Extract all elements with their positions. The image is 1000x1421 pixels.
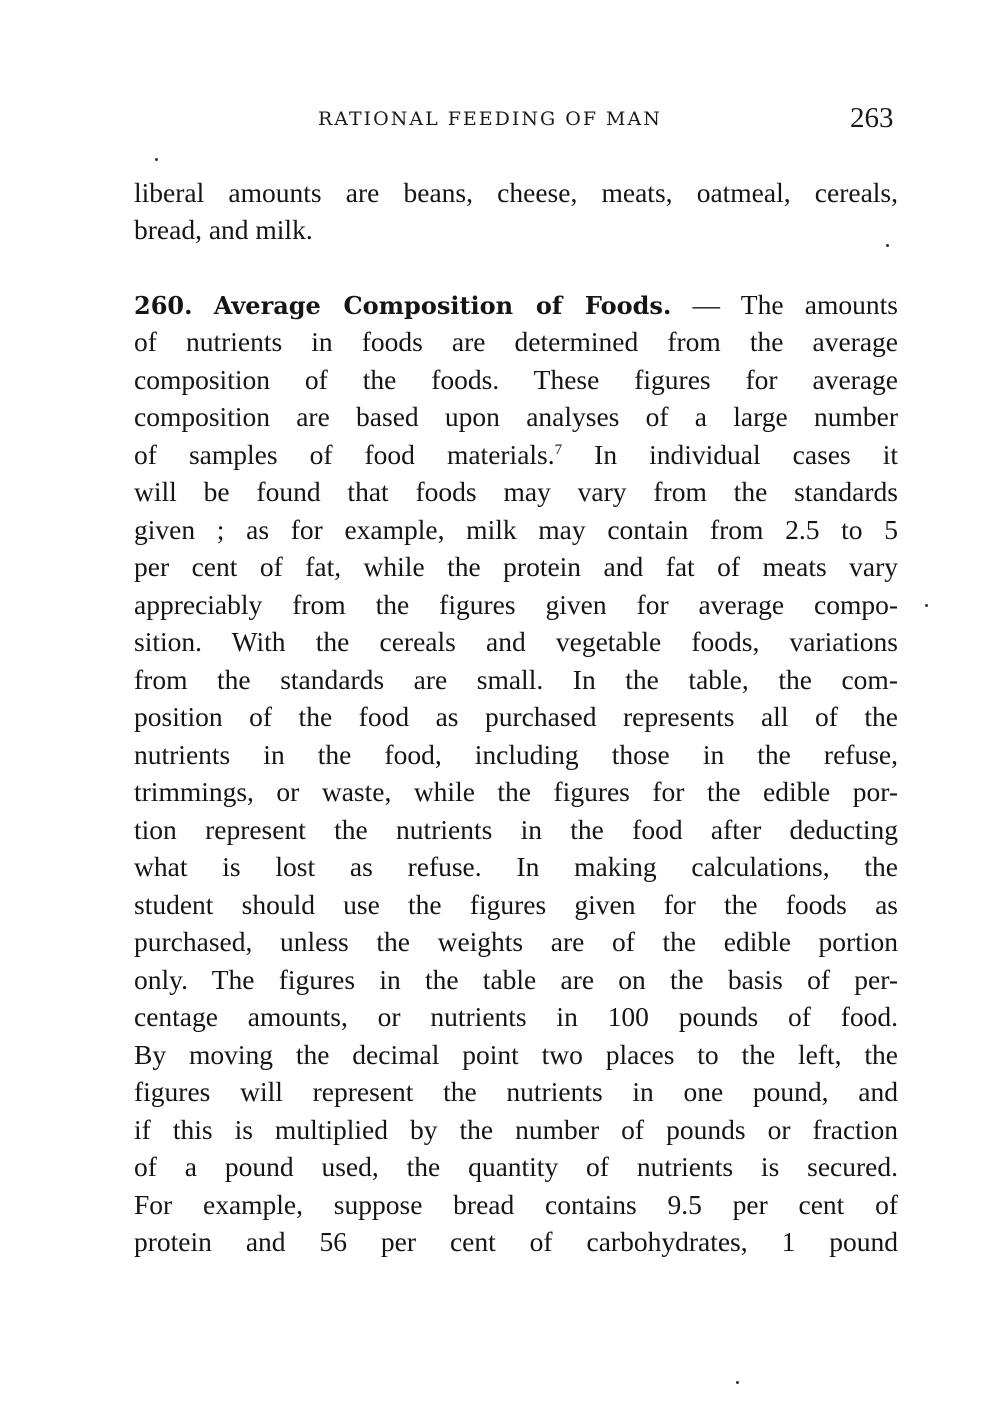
page-number: 263 (850, 102, 894, 134)
body-text: of samples of food materials. (134, 438, 555, 470)
body-line: student should use the figures given for the foods as (134, 888, 898, 920)
body-line: tion represent the nutrients in the food after deducting (134, 813, 898, 845)
section-title: Average Composition of Foods. (213, 291, 672, 320)
body-line: what is lost as refuse. In making calculations, the (134, 851, 898, 882)
scan-speck (925, 604, 928, 607)
body-line: sition. With the cereals and vegetable foods, variations (134, 626, 898, 657)
body-line: will be found that foods may vary from the standards (134, 476, 898, 507)
body-line: position of the food as purchased represents all of the (134, 701, 898, 732)
body-line: trimmings, or waste, while the figures for the edible por- (134, 776, 898, 807)
em-dash: — (671, 289, 741, 320)
scan-speck (886, 244, 889, 247)
body-line: given ; as for example, milk may contain from 2.5 to 5 (134, 513, 898, 545)
section-number: 260. (134, 291, 193, 320)
body-line: bread, and milk. (134, 214, 313, 245)
running-head: RATIONAL FEEDING OF MAN (318, 108, 662, 130)
scan-speck (155, 158, 158, 161)
body-text: In individual cases it (562, 438, 898, 470)
scan-speck (736, 1381, 739, 1384)
body-line (134, 436, 898, 473)
body-line: only. The figures in the table are on the basis of per- (134, 963, 898, 995)
body-line: appreciably from the figures given for average compo- (134, 588, 898, 620)
body-line: purchased, unless the weights are of the edible portion (134, 926, 898, 957)
body-line: if this is multiplied by the number of pounds or fraction (134, 1113, 898, 1145)
body-line: nutrients in the food, including those in the refuse, (134, 738, 898, 770)
body-line: liberal amounts are beans, cheese, meats, oatmeal, cereals, (134, 177, 898, 208)
body-line: centage amounts, or nutrients in 100 pounds of food. (134, 1001, 898, 1032)
footnote-marker[interactable]: 7 (554, 441, 563, 458)
body-line: By moving the decimal point two places to the left, the (134, 1038, 898, 1070)
body-line: per cent of fat, while the protein and fat of meats vary (134, 551, 898, 582)
body-line: from the standards are small. In the table, the com- (134, 663, 898, 695)
body-line: protein and 56 per cent of carbohydrates, 1 pound (134, 1226, 898, 1257)
body-line: composition are based upon analyses of a large number (134, 401, 898, 432)
section-heading-line (134, 286, 898, 324)
body-line: of a pound used, the quantity of nutrients is secured. (134, 1151, 898, 1182)
body-line: of nutrients in foods are determined from the average (134, 326, 898, 357)
body-text: The amounts (740, 289, 898, 320)
body-line: figures will represent the nutrients in one pound, and (134, 1076, 898, 1107)
body-line: For example, suppose bread contains 9.5 per cent of (134, 1188, 898, 1220)
body-line: composition of the foods. These figures for average (134, 363, 898, 395)
